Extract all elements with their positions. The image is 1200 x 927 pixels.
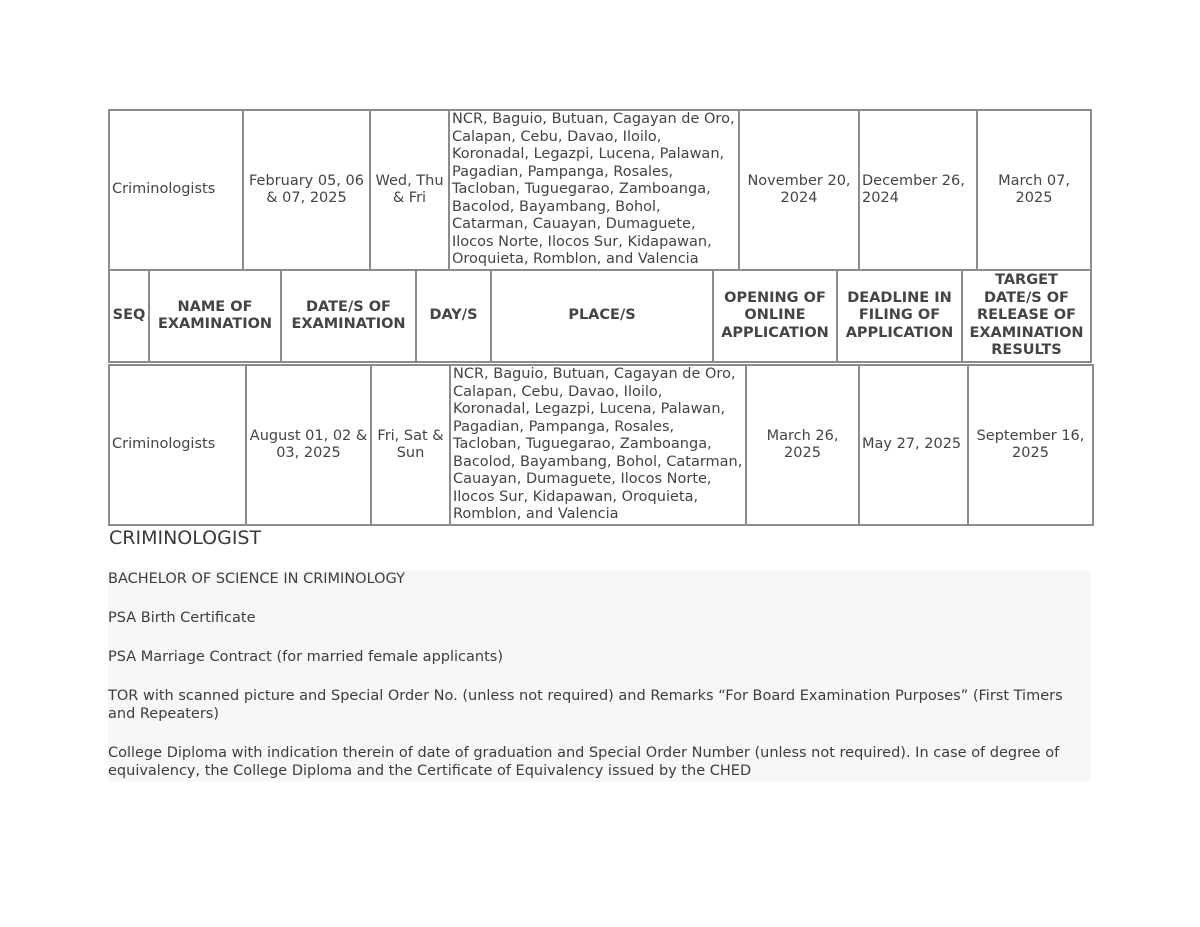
exam-name-cell: Criminologists bbox=[109, 110, 243, 270]
header-places: PLACE/S bbox=[491, 270, 713, 362]
exam-places-cell: NCR, Baguio, Butuan, Cagayan de Oro, Calapan, Cebu, Davao, Iloilo, Koronadal, Legazpi, Lucena, Palawan, Pagadian, Pampanga, Rosales, Tacloban, Tuguegarao, Zamboanga, Bacolod, Bayambang, Bohol, Catarman, Cauayan, Dumaguete, Ilocos Norte, Ilocos Sur, Kidapawan, Oroquieta, Romblon, and Valencia bbox=[450, 365, 746, 525]
requirement-item: PSA Marriage Contract (for married female applicants) bbox=[108, 649, 503, 665]
exam-days-cell: Wed, Thu & Fri bbox=[370, 110, 449, 270]
section-title: CRIMINOLOGIST bbox=[109, 527, 262, 549]
exam-dates-cell: February 05, 06 & 07, 2025 bbox=[243, 110, 370, 270]
schedule-header-table bbox=[108, 269, 1092, 363]
header-deadline: DEADLINE IN FILING OF APPLICATION bbox=[837, 270, 962, 362]
schedule-row-table-february bbox=[108, 109, 1092, 271]
requirements-list bbox=[108, 571, 1091, 781]
requirement-item: BACHELOR OF SCIENCE IN CRIMINOLOGY bbox=[108, 571, 405, 587]
deadline-date-cell: December 26, 2024 bbox=[859, 110, 977, 270]
release-date-cell: March 07, 2025 bbox=[977, 110, 1091, 270]
exam-name-cell: Criminologists bbox=[109, 365, 246, 525]
header-days: DAY/S bbox=[416, 270, 491, 362]
exam-days-cell: Fri, Sat & Sun bbox=[371, 365, 450, 525]
opening-date-cell: March 26, 2025 bbox=[746, 365, 859, 525]
requirement-item: College Diploma with indication therein of date of graduation and Special Order Number (unless not required). In case of degree of equivalency, the College Diploma and the Certificate of Equivalency issued by the CHED bbox=[108, 745, 1060, 779]
table-row bbox=[109, 365, 1093, 525]
exam-dates-cell: August 01, 02 & 03, 2025 bbox=[246, 365, 371, 525]
header-opening: OPENING OF ONLINE APPLICATION bbox=[713, 270, 837, 362]
header-dates: DATE/S OF EXAMINATION bbox=[281, 270, 416, 362]
header-name: NAME OF EXAMINATION bbox=[149, 270, 281, 362]
requirement-item: PSA Birth Certificate bbox=[108, 610, 256, 626]
opening-date-cell: November 20, 2024 bbox=[739, 110, 859, 270]
exam-places-cell: NCR, Baguio, Butuan, Cagayan de Oro, Calapan, Cebu, Davao, Iloilo, Koronadal, Legazpi, Lucena, Palawan, Pagadian, Pampanga, Rosales, Tacloban, Tuguegarao, Zamboanga, Bacolod, Bayambang, Bohol, Catarman, Cauayan, Dumaguete, Ilocos Norte, Ilocos Sur, Kidapawan, Oroquieta, Romblon, and Valencia bbox=[449, 110, 739, 270]
header-release: TARGET DATE/S OF RELEASE OF EXAMINATION RESULTS bbox=[962, 270, 1091, 362]
table-header-row bbox=[109, 270, 1091, 362]
header-seq: SEQ bbox=[109, 270, 149, 362]
deadline-date-cell: May 27, 2025 bbox=[859, 365, 968, 525]
requirement-item: TOR with scanned picture and Special Order No. (unless not required) and Remarks “For Board Examination Purposes” (First Timers and Repeaters) bbox=[108, 688, 1063, 722]
release-date-cell: September 16, 2025 bbox=[968, 365, 1093, 525]
table-row bbox=[109, 110, 1091, 270]
schedule-row-table-august bbox=[108, 364, 1094, 526]
